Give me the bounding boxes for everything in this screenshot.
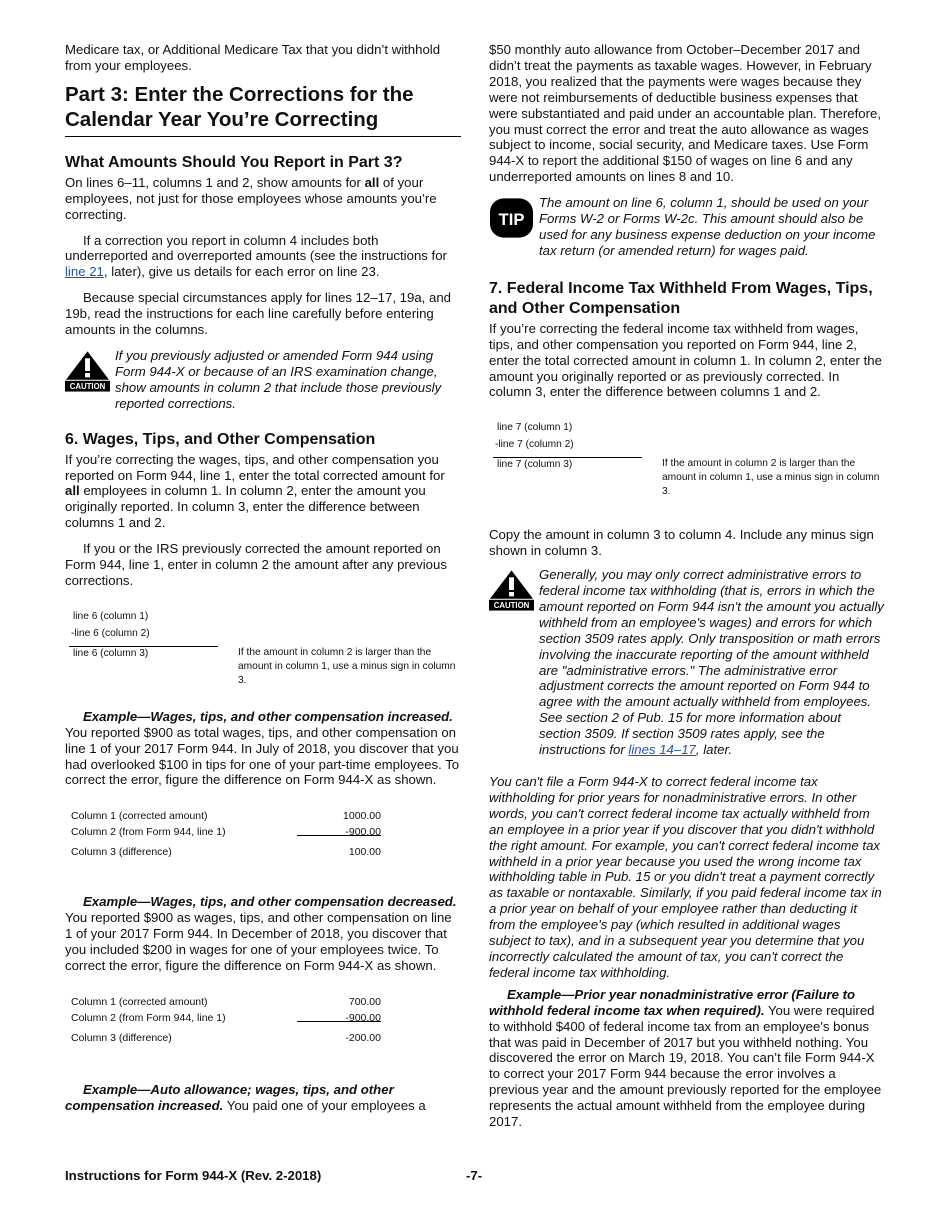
table-rule <box>297 835 381 836</box>
col1-label: Column 1 (corrected amount) <box>71 810 208 823</box>
line-7-calculation <box>489 414 885 498</box>
tip-text: The amount on line 6, column 1, should be used on your Forms W-2 or Forms W-2c. This amount should also be used for any business expense deduction on your income tax return (or amended return) for wages paid. <box>539 195 876 258</box>
section-6-paragraph-2: If you or the IRS previously corrected the amount reported on Form 944, line 1, enter in column 2 the amount after any previous corrections. <box>65 541 447 588</box>
tip-note <box>489 195 885 259</box>
svg-text:TIP: TIP <box>498 210 525 230</box>
example-prior-year: Example—Prior year nonadministrative error (Failure to withhold federal income tax when required). You were required to withhold $400 of federal income tax from an employee's bonus that was paid in December of 2017 but you withheld nothing. You discovered the error on March 19, 2018. You can’t file Form 944-X to correct your 2017 Form 944 because the error involves a previous year and the amount previously reported for the employee represents the actual amount withheld from the employee during 2017. <box>489 986 882 1130</box>
caution-icon <box>65 350 110 392</box>
col1-value: 700.00 <box>348 995 381 1008</box>
calc-rule <box>69 646 218 647</box>
calc-line-b: -line 6 (column 2) <box>71 627 150 639</box>
col3-value: -200.00 <box>345 1031 381 1044</box>
lines-14-17-link[interactable]: lines 14–17 <box>628 742 696 758</box>
col1-value: 1000.00 <box>343 810 381 823</box>
calc-note: If the amount in column 2 is larger than the amount in column 1, use a minus sign in column 3. <box>238 646 456 686</box>
paragraph-column-4: If a correction you report in column 4 includes both underreported and overreported amounts (see the instructions for line 21, later), give us details for each error on line 23. <box>65 232 447 280</box>
footer-title: Instructions for Form 944-X (Rev. 2-2018) <box>65 1168 322 1183</box>
paragraph-lines-6-11: On lines 6–11, columns 1 and 2, show amounts for all of your employees, not just for those employees whose amounts you’re correcting. <box>65 174 437 222</box>
caution-icon <box>489 569 534 611</box>
caution-text-2: Generally, you may only correct administrative errors to federal income tax withholding (that is, errors in which the amount reported on Form 944 isn't the amount you actually withheld from an employee's wages) and errors for which section 3509 rates apply. Only transposition or math errors involving the inaccurate reporting of the amount withheld are "administrative errors." The administrative error adjustment corrects the amount reported on Form 944 to agree with the amount actually withheld from employees. See section 2 of Pub. 15 for more information about section 3509. If section 3509 rates apply, see the instructions for lines 14–17, later. <box>539 567 884 758</box>
col1-label: Column 1 (corrected amount) <box>71 995 208 1008</box>
calc-line-b: -line 7 (column 2) <box>495 439 574 451</box>
copy-amount-paragraph: Copy the amount in column 3 to column 4. Include any minus sign shown in column 3. <box>489 527 874 559</box>
calc-line-c: line 7 (column 3) <box>497 459 573 471</box>
example-increased-table <box>65 802 461 864</box>
calc-note: If the amount in column 2 is larger than the amount in column 1, use a minus sign in column 3. <box>662 458 880 498</box>
line-21-link[interactable]: line 21 <box>65 264 104 280</box>
svg-text:CAUTION: CAUTION <box>69 382 106 392</box>
example-increased: Example—Wages, tips, and other compensation increased. You reported $900 as total wages, tips, and other compensation on line 1 of your 2017 Form 944. In July of 2018, you discover that you had overlooked $100 in tips for one of your part-time employees. To correct the error, figure the difference on Form 944-X as shown. <box>65 708 460 788</box>
col3-label: Column 3 (difference) <box>71 1031 172 1044</box>
col3-value: 100.00 <box>348 846 381 859</box>
auto-allowance-continued: $50 monthly auto allowance from October–December 2017 and didn’t treat the payments as taxable wages. However, in February 2018, you realized that the payments were wages because they were not reimbursements of deductible business expenses that were substantiated and paid under an accountable plan. Therefore, you must correct the error and treat the auto allowance as wages subject to income, social security, and Medicare taxes. Use Form 944-X to report the additional $150 of wages on line 6 and any underreported amounts on lines 8 and 10. <box>489 42 881 185</box>
example-decreased-table <box>65 988 461 1050</box>
nonadministrative-paragraph: You can't file a Form 944-X to correct federal income tax withholding for prior years for nonadministrative errors. In other words, you can't correct federal income tax actually withheld from an employee in a prior year if you discover that you didn't withhold the right amount. For example, you can't correct federal income tax withheld in a prior year because you used the wrong income tax withholding table in Pub. 15 or you didn't treat a payment correctly as taxable or nontaxable. Similarly, if you paid federal income tax in a prior year on behalf of your employee rather than deducting it from the employee's pay (which resulted in additional wages subject to tax), and in a subsequent year you determine that you incorrectly calculated the amount of tax, you can't correct the federal income tax withholding. <box>489 774 882 980</box>
table-rule <box>297 1021 381 1022</box>
caution-text-1: If you previously adjusted or amended Form 944 using Form 944-X or because of an IRS examination change, show amounts in column 2 that include those previously reported corrections. <box>115 347 442 411</box>
section-7-heading: 7. Federal Income Tax Withheld From Wages, Tips, and Other Compensation <box>489 279 873 317</box>
calc-line-c: line 6 (column 3) <box>73 647 149 659</box>
col3-label: Column 3 (difference) <box>71 846 172 859</box>
section-7-paragraph: If you’re correcting the federal income tax withheld from wages, tips, and other compensation you reported on Form 944, line 2, enter the total corrected amount in column 1. In column 2, enter the amount you originally reported or as previously corrected. In column 3, enter the difference between columns 1 and 2. <box>489 320 882 400</box>
example-decreased: Example—Wages, tips, and other compensation decreased. You reported $900 as wages, tips, and other compensation on line 1 of your 2017 Form 944. In December of 2018, you discover that you included $200 in wages for one of your employees twice. To correct the error, figure the difference on Form 944-X as shown. <box>65 894 457 973</box>
part3-title: Part 3: Enter the Corrections for the Calendar Year You’re Correcting <box>65 82 461 137</box>
svg-text:CAUTION: CAUTION <box>493 601 530 611</box>
calc-line-a: line 6 (column 1) <box>73 610 149 622</box>
tip-icon <box>489 197 534 239</box>
intro-text: Medicare tax, or Additional Medicare Tax that you didn’t withhold from your employees. <box>65 42 441 73</box>
page-number: -7- <box>466 1168 483 1183</box>
calc-line-a: line 7 (column 1) <box>497 422 573 434</box>
calc-rule <box>493 457 642 458</box>
paragraph-special-circumstances: Because special circumstances apply for lines 12–17, 19a, and 19b, read the instructions for each line carefully before entering amounts in the columns. <box>65 290 452 338</box>
left-column <box>65 42 461 1114</box>
what-amounts-heading: What Amounts Should You Report in Part 3? <box>65 153 403 171</box>
section-6-paragraph-1: If you’re correcting the wages, tips, and other compensation you reported on Form 944, line 1, enter the total corrected amount for all employees in column 1. In column 2, enter the amount you originally reported. In column 3, enter the difference between columns 1 and 2. <box>65 451 445 531</box>
example-auto-allowance: Example—Auto allowance; wages, tips, and other compensation increased. You paid one of your employees a <box>65 1081 426 1113</box>
col2-value: -900.00 <box>345 826 381 839</box>
line-6-calculation <box>65 603 461 686</box>
caution-note-1 <box>65 348 461 412</box>
col2-label: Column 2 (from Form 944, line 1) <box>71 826 226 839</box>
col2-label: Column 2 (from Form 944, line 1) <box>71 1011 226 1024</box>
caution-note-2 <box>489 567 885 758</box>
col2-value: -900.00 <box>345 1011 381 1024</box>
right-column <box>489 42 885 1130</box>
section-6-heading: 6. Wages, Tips, and Other Compensation <box>65 430 376 448</box>
